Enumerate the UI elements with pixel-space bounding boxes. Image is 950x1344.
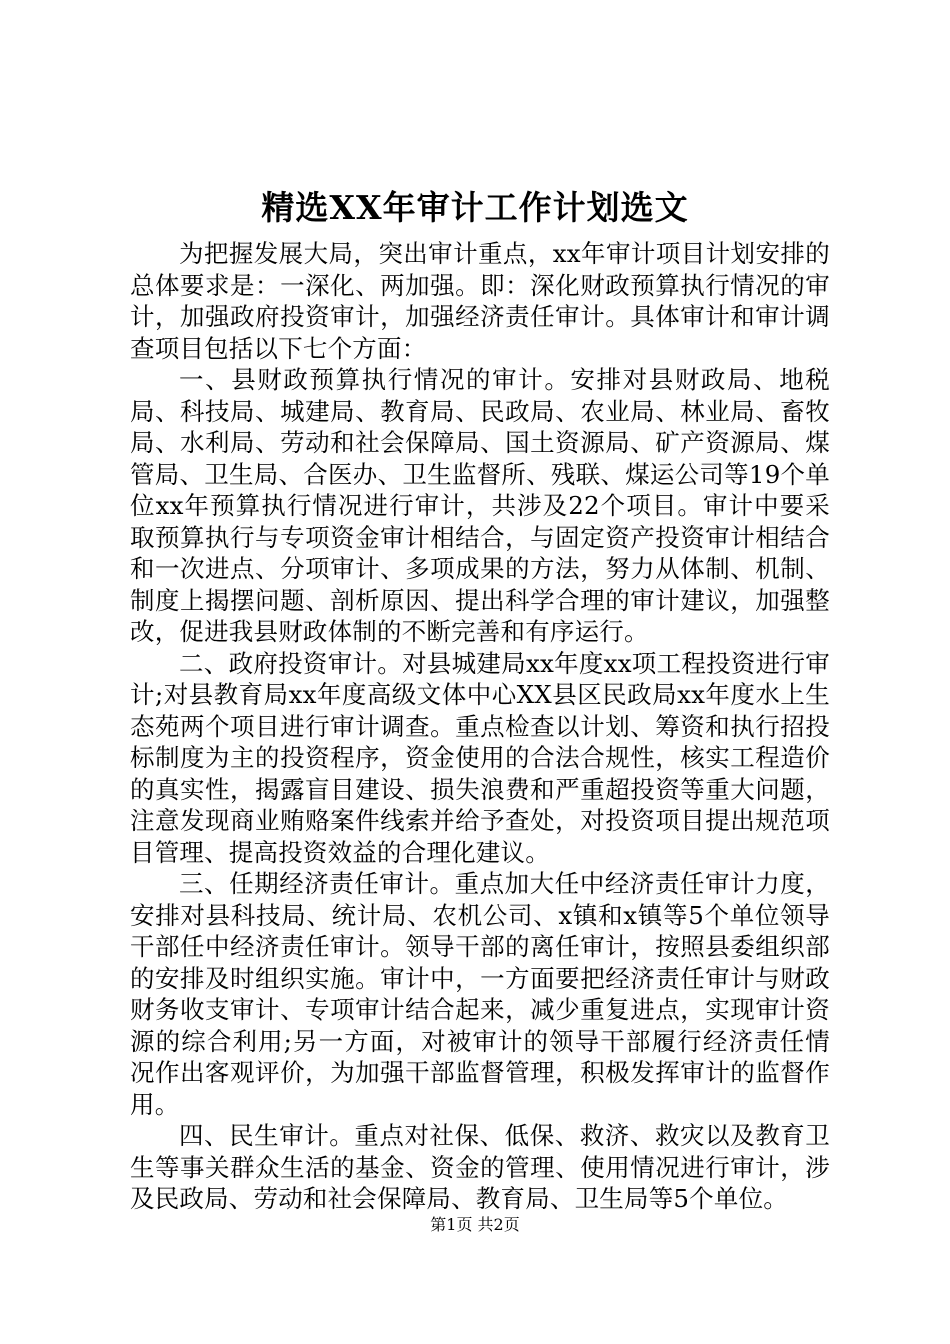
- document-body: [130, 238, 830, 1215]
- paragraph-investment-audit: 二、政府投资审计。对县城建局xx年度xx项工程投资进行审计;对县教育局xx年度高级文体中心XX县区民政局xx年度水上生态苑两个项目进行审计调查。重点检查以计划、筹资和执行招投标制度为主的投资程序，资金使用的合法合规性，核实工程造价的真实性，揭露盲目建设、损失浪费和严重超投资等重大问题，注意发现商业贿赂案件线索并给予查处，对投资项目提出规范项目管理、提高投资效益的合理化建议。: [130, 648, 830, 867]
- paragraph-budget-audit: 一、县财政预算执行情况的审计。安排对县财政局、地税局、科技局、城建局、教育局、民政局、农业局、林业局、畜牧局、水利局、劳动和社会保障局、国土资源局、矿产资源局、煤管局、卫生局、合医办、卫生监督所、残联、煤运公司等19个单位xx年预算执行情况进行审计，共涉及22个项目。审计中要采取预算执行与专项资金审计相结合，与固定资产投资审计相结合和一次进点、分项审计、多项成果的方法，努力从体制、机制、制度上揭摆问题、剖析原因、提出科学合理的审计建议，加强整改，促进我县财政体制的不断完善和有序运行。: [130, 365, 830, 646]
- paragraph-economic-responsibility-audit: 三、任期经济责任审计。重点加大任中经济责任审计力度，安排对县科技局、统计局、农机公司、x镇和x镇等5个单位领导干部任中经济责任审计。领导干部的离任审计，按照县委组织部的安排及时组织实施。审计中，一方面要把经济责任审计与财政财务收支审计、专项审计结合起来，减少重复进点，实现审计资源的综合利用;另一方面，对被审计的领导干部履行经济责任情况作出客观评价，为加强干部监督管理，积极发挥审计的监督作用。: [130, 869, 830, 1119]
- paragraph-livelihood-audit: 四、民生审计。重点对社保、低保、救济、救灾以及教育卫生等事关群众生活的基金、资金的管理、使用情况进行审计，涉及民政局、劳动和社会保障局、教育局、卫生局等5个单位。: [130, 1121, 830, 1213]
- paragraph-intro: 为把握发展大局，突出审计重点，xx年审计项目计划安排的总体要求是：一深化、两加强。即：深化财政预算执行情况的审计，加强政府投资审计，加强经济责任审计。具体审计和审计调查项目包括以下七个方面：: [130, 239, 830, 363]
- document-title: 精选XX年审计工作计划选文: [261, 188, 689, 227]
- page-number-footer: 第1页 共2页: [430, 1215, 520, 1234]
